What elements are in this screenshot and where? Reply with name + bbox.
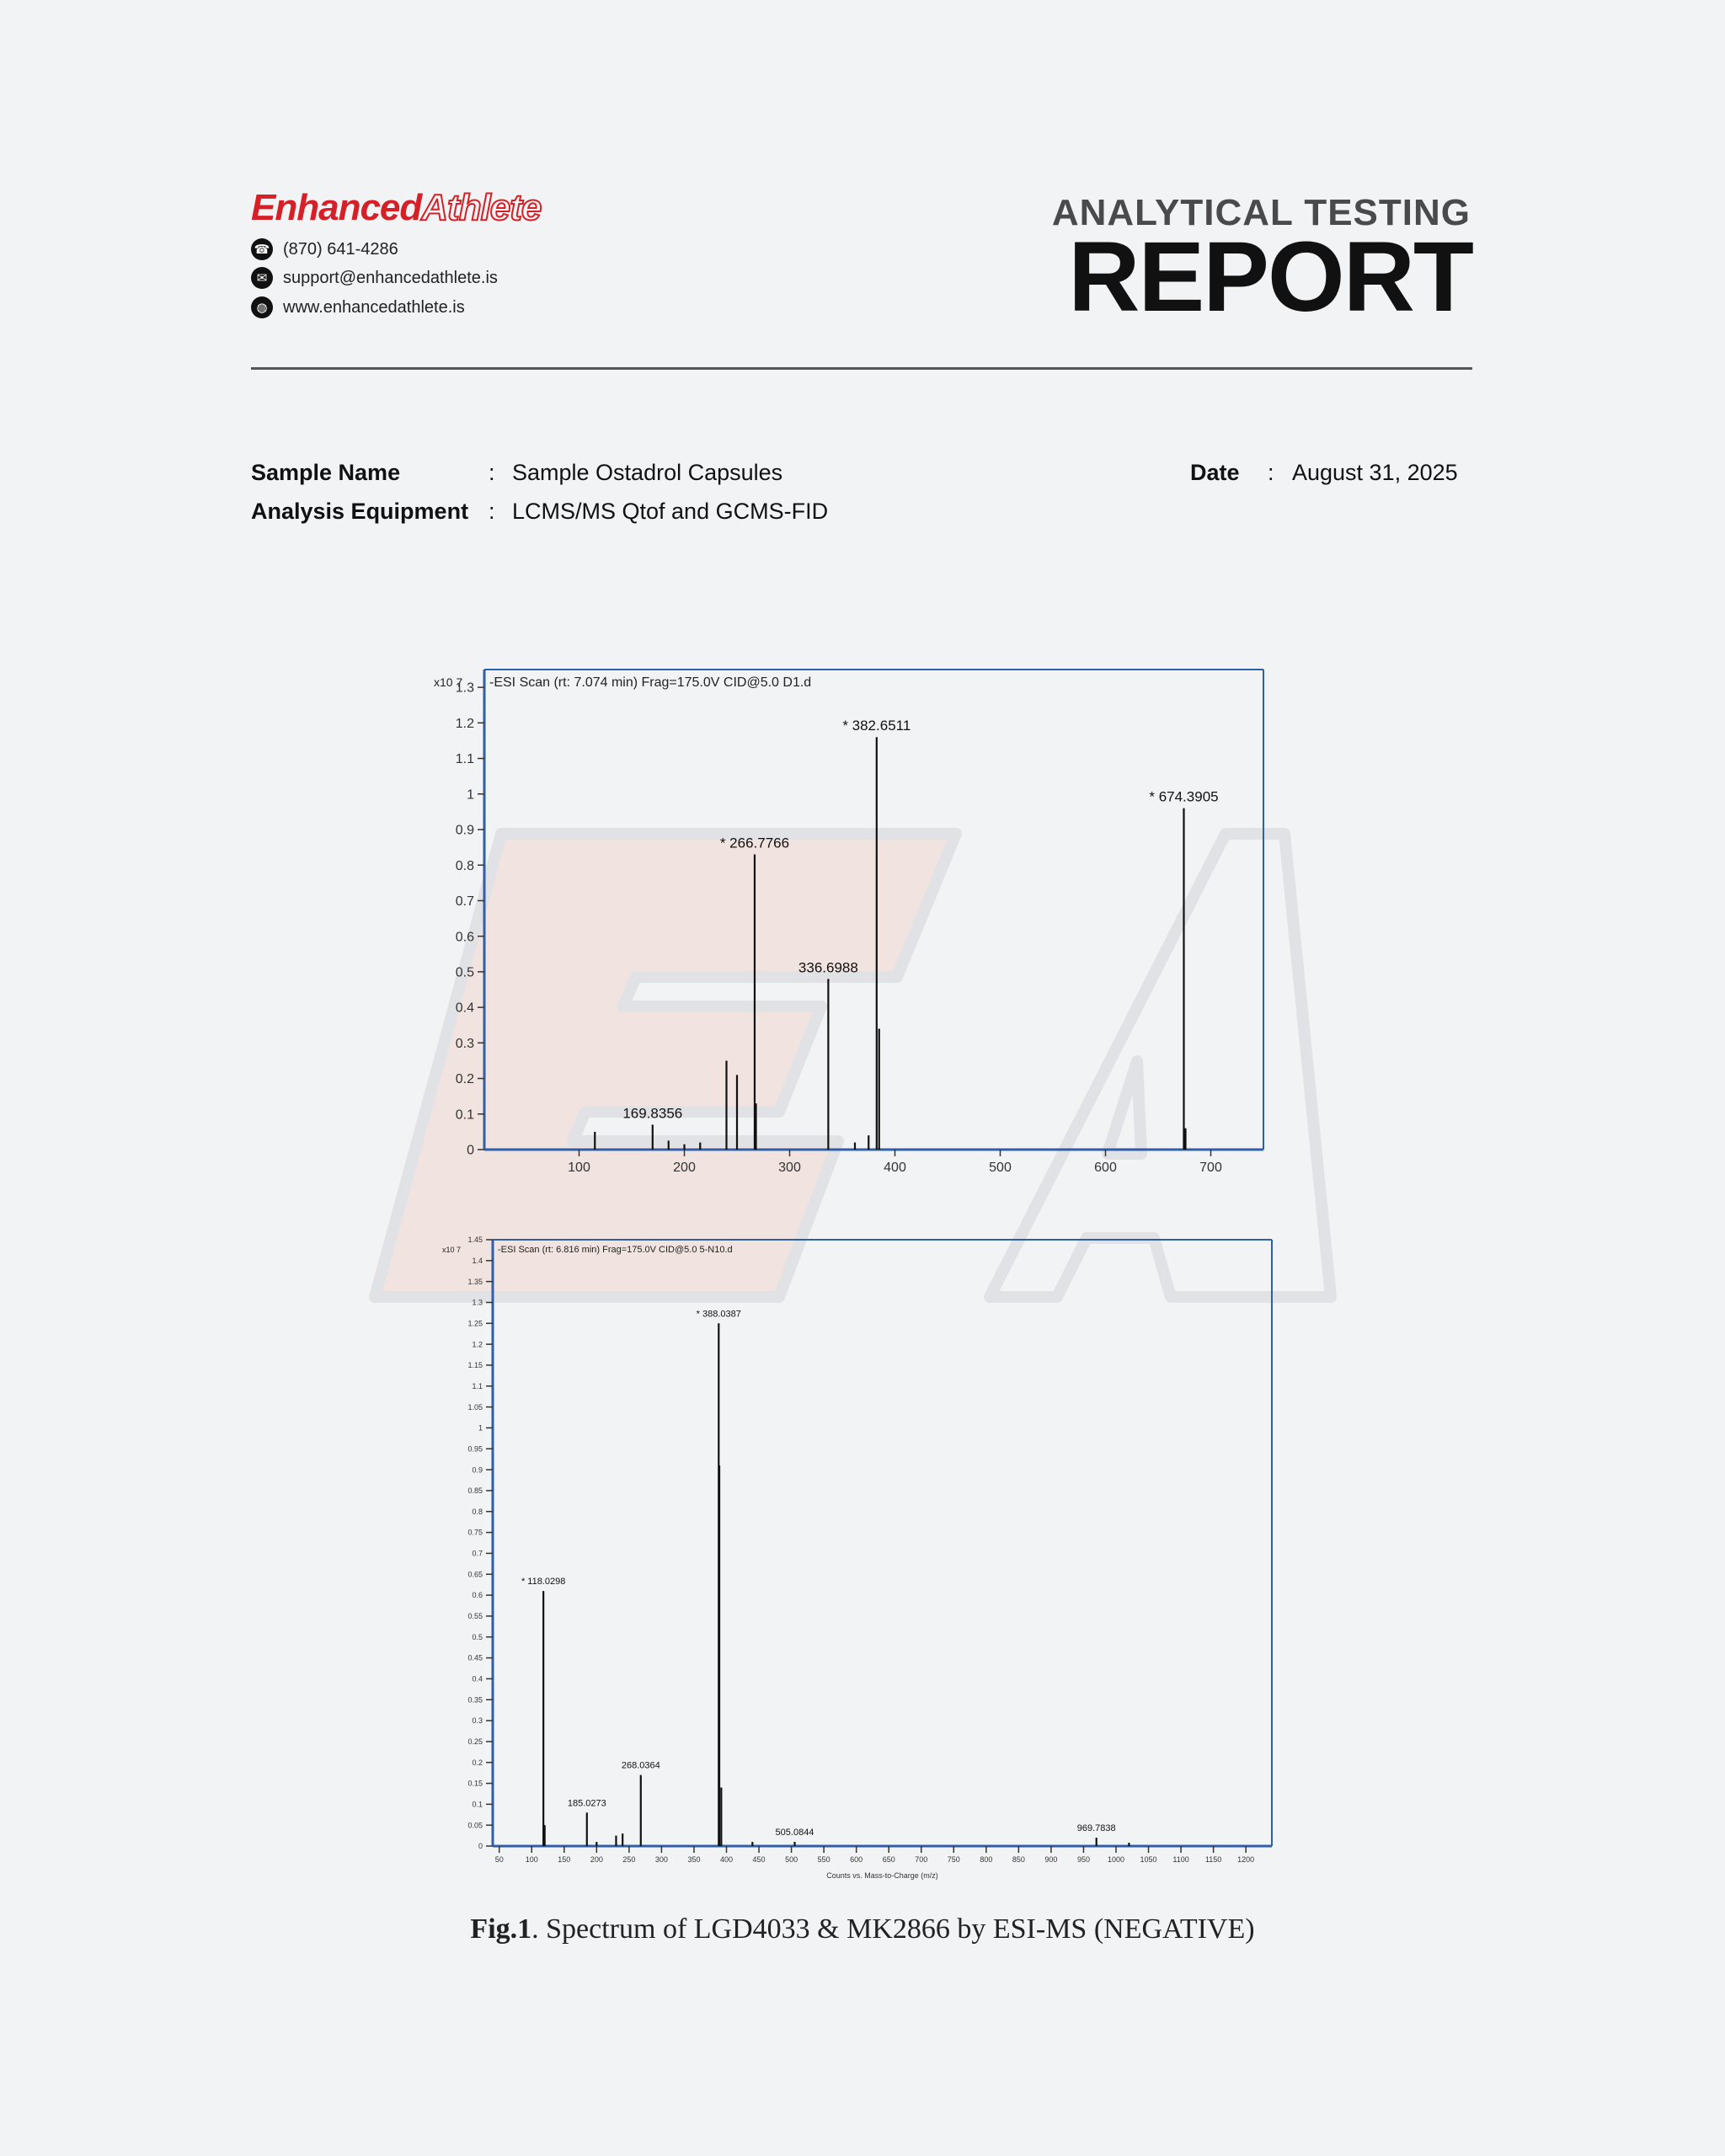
chart1-title: -ESI Scan (rt: 7.074 min) Frag=175.0V CID@5.0 D1.d [489, 675, 812, 690]
chart2-x-tick-label: 450 [752, 1855, 766, 1864]
brand-name-part1: Enhanced [251, 187, 422, 228]
equipment-value: LCMS/MS Qtof and GCMS-FID [512, 499, 829, 524]
chart2-y-tick-label: 0 [478, 1842, 483, 1851]
equipment-label: Analysis Equipment [251, 499, 469, 524]
chart2-x-tick-label: 800 [980, 1855, 993, 1864]
chart2-y-tick-label: 1.2 [472, 1340, 483, 1349]
contact-email [251, 267, 498, 289]
chart1-y-tick-label: 0.1 [455, 1107, 474, 1123]
chart2-peak-label: * 118.0298 [521, 1577, 566, 1588]
chart2-y-tick-label: 0.2 [472, 1758, 483, 1767]
chart1-peak-label: * 266.7766 [719, 835, 790, 851]
chart2-x-tick-label: 1000 [1107, 1855, 1125, 1864]
chart2-y-tick-label: 0.75 [467, 1528, 483, 1537]
chart2-y-tick-label: 0.25 [467, 1737, 483, 1747]
figure-caption [0, 1913, 1725, 1945]
chart1-y-tick-label: 1 [467, 787, 474, 803]
brand-name-part2: Athlete [421, 187, 542, 228]
chart2-title: -ESI Scan (rt: 6.816 min) Frag=175.0V CID@5.0 5-N10.d [498, 1245, 733, 1255]
chart2-y-tick-label: 0.15 [467, 1779, 483, 1788]
chart1-y-tick-label: 1.3 [455, 680, 474, 696]
chart1-peak-label: * 382.6511 [842, 718, 911, 734]
chart2-y-tick-label: 0.7 [472, 1549, 483, 1558]
chart2-y-tick-label: 0.95 [467, 1444, 483, 1454]
chart2-x-tick-label: 850 [1012, 1855, 1025, 1864]
chart2-y-tick-label: 1.05 [467, 1402, 483, 1412]
sample-name-label: Sample Name [251, 460, 401, 485]
chart2-x-tick-label: 1100 [1172, 1855, 1189, 1864]
chart2-x-tick-label: 350 [687, 1855, 701, 1864]
chart2-x-axis-label: Counts vs. Mass-to-Charge (m/z) [826, 1871, 938, 1880]
figure-caption-text: . Spectrum of LGD4033 & MK2866 by ESI-MS (NEGATIVE) [531, 1913, 1255, 1945]
chart2-y-tick-label: 0.45 [467, 1653, 483, 1662]
chart1-x-tick-label: 300 [778, 1161, 801, 1175]
chart2-y-tick-label: 1.1 [472, 1381, 483, 1390]
email-text: support@enhancedathlete.is [283, 268, 498, 287]
chart2-y-tick-label: 1.25 [467, 1319, 483, 1328]
chart2-y-tick-label: 0.65 [467, 1570, 483, 1579]
chart2-x-tick-label: 500 [785, 1855, 798, 1864]
date-label: Date [1190, 460, 1240, 485]
chart2-x-tick-label: 900 [1044, 1855, 1058, 1864]
chart2-y-tick-label: 0.85 [467, 1486, 483, 1496]
chart2-x-tick-label: 150 [558, 1855, 571, 1864]
chart2-y-tick-label: 0.3 [472, 1716, 483, 1726]
chart2-y-tick-label: 0.5 [472, 1632, 483, 1641]
chart2-peak-label: * 388.0387 [696, 1309, 741, 1320]
mail-icon: ✉ [251, 267, 273, 289]
chart1-x-tick-label: 200 [673, 1161, 696, 1175]
sample-name-colon: : [489, 460, 495, 485]
contact-website [251, 296, 465, 318]
chart2-x-tick-label: 600 [850, 1855, 863, 1864]
chart2-peak-label: 969.7838 [1076, 1823, 1116, 1834]
chart1-y-tick-label: 0.7 [455, 894, 474, 910]
chart2-x-tick-label: 300 [654, 1855, 668, 1864]
chart1-y-tick-label: 1.1 [455, 752, 474, 767]
spectrum-chart-2 [442, 1231, 1289, 1880]
chart2-y-tick-label: 1.15 [467, 1361, 483, 1370]
chart2-x-tick-label: 200 [590, 1855, 603, 1864]
chart2-x-tick-label: 1200 [1237, 1855, 1255, 1864]
chart2-x-tick-label: 650 [882, 1855, 895, 1864]
chart1-y-tick-label: 0.8 [455, 858, 474, 873]
chart2-x-tick-label: 100 [525, 1855, 538, 1864]
chart1-peak-label: 169.8356 [622, 1105, 683, 1122]
chart2-x-tick-label: 400 [719, 1855, 734, 1864]
chart1-y-tick-label: 0.2 [455, 1072, 474, 1087]
equipment-colon: : [489, 499, 495, 524]
globe-icon: ◍ [251, 296, 273, 318]
chart2-y-tick-label: 0.8 [472, 1507, 483, 1516]
chart2-peak-label: 505.0844 [775, 1828, 814, 1838]
chart2-y-tick-label: 0.4 [472, 1674, 483, 1684]
chart2-x-tick-label: 700 [915, 1855, 928, 1864]
brand-logo [251, 187, 541, 229]
date-colon: : [1268, 460, 1274, 485]
chart2-peak-label: 268.0364 [621, 1760, 660, 1771]
chart2-y-tick-label: 0.6 [472, 1591, 483, 1600]
phone-text: (870) 641-4286 [283, 239, 398, 259]
chart2-x-tick-label: 750 [947, 1855, 960, 1864]
chart1-y-tick-label: 0.3 [455, 1036, 474, 1051]
chart1-y-tick-label: 0.4 [455, 1001, 474, 1016]
chart2-y-tick-label: 1.45 [467, 1235, 483, 1245]
chart1-x-tick-label: 700 [1199, 1161, 1222, 1175]
report-title: REPORT [1068, 221, 1472, 333]
figure-number: Fig.1 [470, 1913, 532, 1945]
website-text: www.enhancedathlete.is [283, 297, 465, 317]
chart2-y-tick-label: 0.1 [472, 1800, 483, 1809]
report-subtitle: ANALYTICAL TESTING [1051, 192, 1471, 233]
chart1-x-tick-label: 400 [884, 1161, 906, 1175]
chart2-y-tick-label: 0.9 [472, 1465, 483, 1475]
chart2-x-tick-label: 250 [622, 1855, 636, 1864]
sample-name-value: Sample Ostadrol Capsules [512, 460, 783, 485]
chart2-x-tick-label: 550 [817, 1855, 830, 1864]
chart1-y-tick-label: 0 [467, 1143, 474, 1158]
chart2-x-tick-label: 950 [1076, 1855, 1090, 1864]
chart1-y-tick-label: 0.9 [455, 823, 474, 838]
chart2-y-tick-label: 0.55 [467, 1612, 483, 1621]
chart1-y-tick-label: 1.2 [455, 716, 474, 731]
chart1-peak-label: * 674.3905 [1149, 788, 1219, 805]
chart1-y-multiplier: x10 7 [434, 675, 463, 689]
chart2-y-tick-label: 1.4 [472, 1256, 483, 1265]
contact-phone [251, 238, 398, 260]
spectrum-chart-1 [421, 665, 1280, 1179]
chart2-x-tick-label: 1150 [1204, 1855, 1222, 1864]
chart1-x-tick-label: 600 [1094, 1161, 1117, 1175]
date-value: August 31, 2025 [1292, 460, 1458, 485]
chart1-peak-label: 336.6988 [798, 959, 858, 976]
chart1-x-tick-label: 100 [568, 1161, 590, 1175]
chart2-x-tick-label: 50 [494, 1855, 504, 1864]
chart2-peak-label: 185.0273 [567, 1798, 606, 1809]
chart2-y-tick-label: 1 [478, 1423, 483, 1433]
chart2-y-tick-label: 0.05 [467, 1821, 483, 1830]
phone-icon: ☎ [251, 238, 273, 260]
chart2-y-multiplier: x10 7 [442, 1246, 462, 1254]
header-divider [251, 367, 1472, 370]
chart2-x-tick-label: 1050 [1140, 1855, 1157, 1864]
chart2-y-tick-label: 0.35 [467, 1695, 483, 1705]
chart1-y-tick-label: 0.5 [455, 965, 474, 980]
chart2-y-tick-label: 1.35 [467, 1277, 483, 1286]
chart2-y-tick-label: 1.3 [472, 1298, 483, 1307]
chart1-x-tick-label: 500 [989, 1161, 1012, 1175]
chart1-y-tick-label: 0.6 [455, 930, 474, 945]
